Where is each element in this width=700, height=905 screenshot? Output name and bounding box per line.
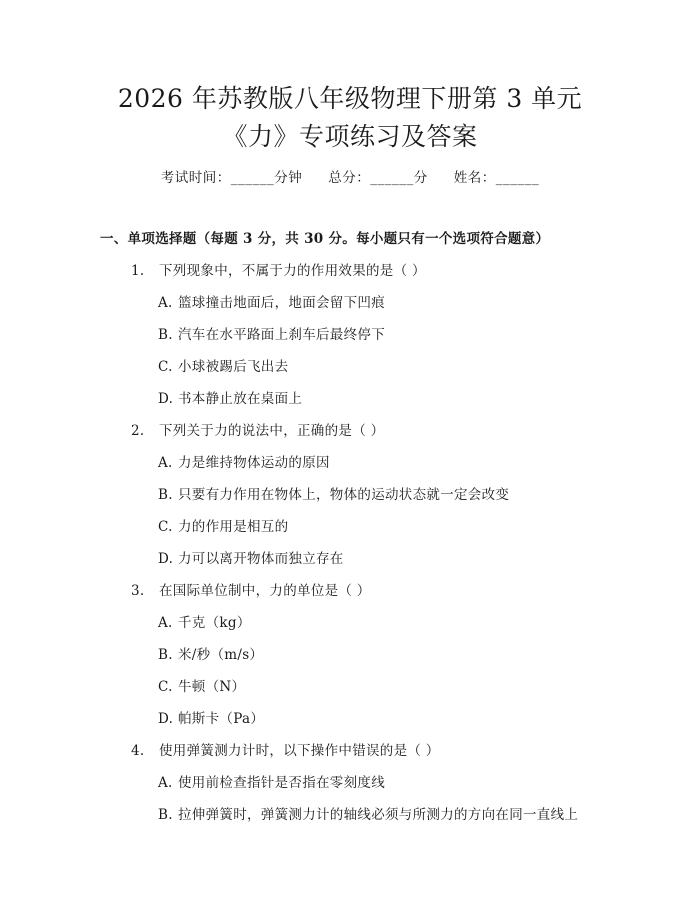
question-number: 3. [131, 583, 145, 599]
option-text: 力是维持物体运动的原因 [178, 455, 330, 471]
option-text: 篮球撞击地面后，地面会留下凹痕 [178, 295, 385, 311]
option-letter: B. [158, 807, 173, 823]
option-letter: A. [158, 775, 173, 791]
option-2a [158, 453, 330, 473]
doc-title-line2: 《力》专项练习及答案 [222, 122, 478, 151]
option-text: 只要有力作用在物体上，物体的运动状态就一定会改变 [178, 487, 510, 503]
option-letter: C. [158, 519, 173, 535]
doc-title-line1: 2026 年苏教版八年级物理下册第 3 单元 [117, 84, 583, 113]
option-1b [158, 325, 385, 345]
option-letter: B. [158, 487, 173, 503]
option-text: 汽车在水平路面上刹车后最终停下 [178, 327, 385, 343]
question-1 [131, 261, 426, 281]
option-text: 帕斯卡（Pa） [178, 711, 265, 727]
option-3c [158, 677, 245, 697]
option-2b [158, 485, 509, 505]
option-letter: C. [158, 679, 173, 695]
option-letter: D. [158, 391, 174, 407]
option-text: 小球被踢后飞出去 [178, 359, 289, 375]
question-2 [131, 421, 384, 441]
option-text: 拉伸弹簧时，弹簧测力计的轴线必须与所测力的方向在同一直线上 [178, 807, 579, 823]
option-2d [158, 549, 344, 569]
option-4b [158, 805, 578, 825]
question-3 [131, 581, 371, 601]
time-blank: ______ [230, 170, 275, 186]
option-letter: B. [158, 327, 173, 343]
score-blank: ______ [370, 170, 414, 186]
option-text: 书本静止放在桌面上 [178, 391, 303, 407]
time-unit: 分钟 [274, 170, 303, 186]
question-4 [131, 741, 440, 761]
section-heading: 一、单项选择题（每题 3 分，共 30 分。每小题只有一个选项符合题意） [100, 231, 550, 247]
option-letter: C. [158, 359, 173, 375]
option-4a [158, 773, 385, 793]
option-2c [158, 517, 288, 537]
option-text: 力的作用是相互的 [178, 519, 289, 535]
option-text: 千克（kg） [178, 615, 251, 631]
option-letter: A. [158, 295, 173, 311]
option-3b [158, 645, 263, 665]
option-letter: A. [158, 455, 173, 471]
option-3a [158, 613, 251, 633]
option-text: 米/秒（m/s） [178, 647, 264, 663]
option-1c [158, 357, 288, 377]
option-letter: B. [158, 647, 173, 663]
score-label: 总分： [328, 170, 371, 186]
option-letter: D. [158, 711, 174, 727]
question-text: 在国际单位制中，力的单位是（ ） [159, 583, 371, 599]
option-1d [158, 389, 302, 409]
question-number: 4. [131, 743, 145, 759]
name-blank: ______ [495, 170, 540, 186]
question-text: 下列现象中，不属于力的作用效果的是（ ） [159, 263, 426, 279]
option-1a [158, 293, 385, 313]
question-number: 1. [131, 263, 145, 279]
option-text: 牛顿（N） [178, 679, 246, 695]
option-letter: A. [158, 615, 173, 631]
time-label: 考试时间： [160, 170, 231, 186]
question-text: 使用弹簧测力计时，以下操作中错误的是（ ） [159, 743, 440, 759]
score-unit: 分 [413, 170, 428, 186]
question-number: 2. [131, 423, 145, 439]
question-text: 下列关于力的说法中，正确的是（ ） [159, 423, 385, 439]
exam-info-line [0, 168, 700, 188]
option-text: 使用前检查指针是否指在零刻度线 [178, 775, 385, 791]
option-3d [158, 709, 264, 729]
option-letter: D. [158, 551, 174, 567]
option-text: 力可以离开物体而独立存在 [178, 551, 344, 567]
name-label: 姓名： [453, 170, 496, 186]
